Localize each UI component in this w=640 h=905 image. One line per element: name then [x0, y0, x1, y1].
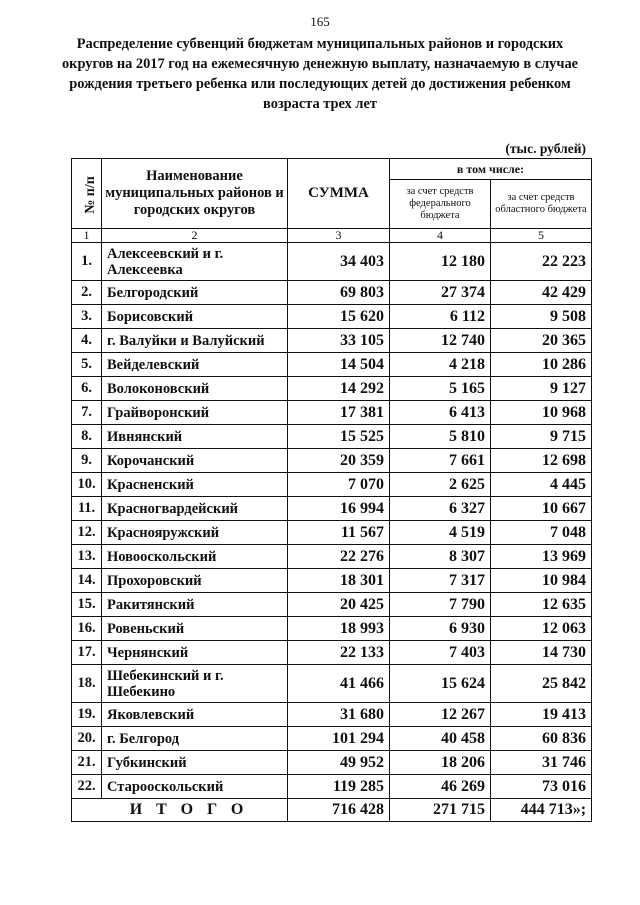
row-number: 17.: [72, 641, 102, 665]
table-row: [72, 593, 592, 617]
regional-value: 12 698: [491, 449, 592, 473]
row-number: 7.: [72, 401, 102, 425]
regional-value: 25 842: [491, 665, 592, 703]
sum-value: 119 285: [288, 775, 390, 799]
district-name: г. Валуйки и Валуйский: [102, 329, 288, 353]
federal-value: 12 740: [390, 329, 491, 353]
sum-value: 20 425: [288, 593, 390, 617]
district-name: Старооскольский: [102, 775, 288, 799]
column-number: 4: [390, 229, 491, 243]
table-row: [72, 401, 592, 425]
table-row: [72, 617, 592, 641]
federal-value: 6 327: [390, 497, 491, 521]
table-row: [72, 281, 592, 305]
row-number: 8.: [72, 425, 102, 449]
regional-value: 19 413: [491, 703, 592, 727]
table-body: [72, 243, 592, 799]
header-including: в том числе:: [390, 159, 592, 180]
table-row: [72, 545, 592, 569]
federal-value: 4 519: [390, 521, 491, 545]
column-number: 2: [102, 229, 288, 243]
federal-value: 7 317: [390, 569, 491, 593]
district-name: Ивнянский: [102, 425, 288, 449]
federal-value: 6 112: [390, 305, 491, 329]
federal-value: 40 458: [390, 727, 491, 751]
district-name: Чернянский: [102, 641, 288, 665]
federal-value: 18 206: [390, 751, 491, 775]
regional-value: 73 016: [491, 775, 592, 799]
sum-value: 11 567: [288, 521, 390, 545]
row-number: 5.: [72, 353, 102, 377]
total-label: ИТОГО: [72, 799, 288, 822]
row-number: 12.: [72, 521, 102, 545]
row-number: 18.: [72, 665, 102, 703]
row-number: 3.: [72, 305, 102, 329]
sum-value: 34 403: [288, 243, 390, 281]
sum-value: 14 292: [288, 377, 390, 401]
federal-value: 6 930: [390, 617, 491, 641]
district-name: Алексеевский и г. Алексеевка: [102, 243, 288, 281]
federal-value: 4 218: [390, 353, 491, 377]
units-label: (тыс. рублей): [505, 141, 586, 156]
sum-value: 41 466: [288, 665, 390, 703]
regional-value: 10 286: [491, 353, 592, 377]
district-name: Красненский: [102, 473, 288, 497]
table-row: [72, 569, 592, 593]
table-row: [72, 329, 592, 353]
regional-value: 9 127: [491, 377, 592, 401]
column-number: 5: [491, 229, 592, 243]
table-row: [72, 703, 592, 727]
page-number: 165: [310, 14, 330, 29]
regional-value: 31 746: [491, 751, 592, 775]
regional-value: 10 968: [491, 401, 592, 425]
table-row: [72, 377, 592, 401]
district-name: Белгородский: [102, 281, 288, 305]
federal-value: 12 180: [390, 243, 491, 281]
header-federal: за счет средств федерального бюджета: [390, 180, 491, 229]
table-row: [72, 305, 592, 329]
district-name: Корочанский: [102, 449, 288, 473]
row-number: 19.: [72, 703, 102, 727]
subvention-table: [71, 158, 592, 822]
sum-value: 20 359: [288, 449, 390, 473]
column-number: 3: [288, 229, 390, 243]
sum-value: 14 504: [288, 353, 390, 377]
federal-value: 6 413: [390, 401, 491, 425]
row-number: 10.: [72, 473, 102, 497]
row-number: 22.: [72, 775, 102, 799]
table-row: [72, 521, 592, 545]
district-name: Яковлевский: [102, 703, 288, 727]
total-regional: 444 713»;: [491, 799, 592, 822]
row-number: 6.: [72, 377, 102, 401]
column-numbers-row: [72, 229, 592, 243]
sum-value: 49 952: [288, 751, 390, 775]
table-row: [72, 775, 592, 799]
sum-value: 18 301: [288, 569, 390, 593]
regional-value: 20 365: [491, 329, 592, 353]
table-row: [72, 353, 592, 377]
table-row: [72, 751, 592, 775]
table-row: [72, 497, 592, 521]
district-name: г. Белгород: [102, 727, 288, 751]
district-name: Красногвардейский: [102, 497, 288, 521]
district-name: Новооскольский: [102, 545, 288, 569]
regional-value: 13 969: [491, 545, 592, 569]
federal-value: 15 624: [390, 665, 491, 703]
federal-value: 7 661: [390, 449, 491, 473]
district-name: Ровеньский: [102, 617, 288, 641]
sum-value: 22 133: [288, 641, 390, 665]
table-row: [72, 449, 592, 473]
sum-value: 69 803: [288, 281, 390, 305]
header-regional: за счет средств областного бюджета: [491, 180, 592, 229]
regional-value: 10 667: [491, 497, 592, 521]
federal-value: 27 374: [390, 281, 491, 305]
row-number: 13.: [72, 545, 102, 569]
total-row: [72, 799, 592, 822]
header-sum: СУММА: [288, 159, 390, 229]
row-number: 1.: [72, 243, 102, 281]
total-sum: 716 428: [288, 799, 390, 822]
federal-value: 12 267: [390, 703, 491, 727]
district-name: Борисовский: [102, 305, 288, 329]
district-name: Краснояружский: [102, 521, 288, 545]
sum-value: 101 294: [288, 727, 390, 751]
federal-value: 5 810: [390, 425, 491, 449]
row-number: 20.: [72, 727, 102, 751]
row-number: 21.: [72, 751, 102, 775]
table-row: [72, 665, 592, 703]
district-name: Прохоровский: [102, 569, 288, 593]
district-name: Вейделевский: [102, 353, 288, 377]
table-row: [72, 473, 592, 497]
regional-value: 42 429: [491, 281, 592, 305]
table-row: [72, 727, 592, 751]
sum-value: 15 525: [288, 425, 390, 449]
sum-value: 15 620: [288, 305, 390, 329]
sum-value: 17 381: [288, 401, 390, 425]
row-number: 2.: [72, 281, 102, 305]
header-name: Наименование муниципальных районов и городских округов: [102, 159, 288, 229]
district-name: Волоконовский: [102, 377, 288, 401]
total-federal: 271 715: [390, 799, 491, 822]
sum-value: 7 070: [288, 473, 390, 497]
federal-value: 7 403: [390, 641, 491, 665]
sum-value: 16 994: [288, 497, 390, 521]
regional-value: 4 445: [491, 473, 592, 497]
regional-value: 12 063: [491, 617, 592, 641]
sum-value: 22 276: [288, 545, 390, 569]
federal-value: 7 790: [390, 593, 491, 617]
sum-value: 18 993: [288, 617, 390, 641]
regional-value: 14 730: [491, 641, 592, 665]
regional-value: 7 048: [491, 521, 592, 545]
federal-value: 8 307: [390, 545, 491, 569]
district-name: Шебекинский и г. Шебекино: [102, 665, 288, 703]
header-num-label: № п/п: [82, 175, 98, 214]
regional-value: 22 223: [491, 243, 592, 281]
row-number: 16.: [72, 617, 102, 641]
district-name: Губкинский: [102, 751, 288, 775]
district-name: Ракитянский: [102, 593, 288, 617]
regional-value: 9 508: [491, 305, 592, 329]
federal-value: 46 269: [390, 775, 491, 799]
document-title: Распределение субвенций бюджетам муниципальных районов и городских округов на 2017 год на ежемесячную денежную выплату, назначаемую в случае рождения третьего ребенка или последующих детей до достижения ребенком возраста трех лет: [61, 36, 579, 112]
table-row: [72, 243, 592, 281]
sum-value: 33 105: [288, 329, 390, 353]
regional-value: 9 715: [491, 425, 592, 449]
column-number: 1: [72, 229, 102, 243]
sum-value: 31 680: [288, 703, 390, 727]
table-row: [72, 425, 592, 449]
regional-value: 60 836: [491, 727, 592, 751]
federal-value: 2 625: [390, 473, 491, 497]
row-number: 4.: [72, 329, 102, 353]
table-row: [72, 641, 592, 665]
regional-value: 10 984: [491, 569, 592, 593]
header-num: [72, 159, 102, 229]
row-number: 9.: [72, 449, 102, 473]
row-number: 15.: [72, 593, 102, 617]
regional-value: 12 635: [491, 593, 592, 617]
district-name: Грайворонский: [102, 401, 288, 425]
row-number: 11.: [72, 497, 102, 521]
row-number: 14.: [72, 569, 102, 593]
federal-value: 5 165: [390, 377, 491, 401]
